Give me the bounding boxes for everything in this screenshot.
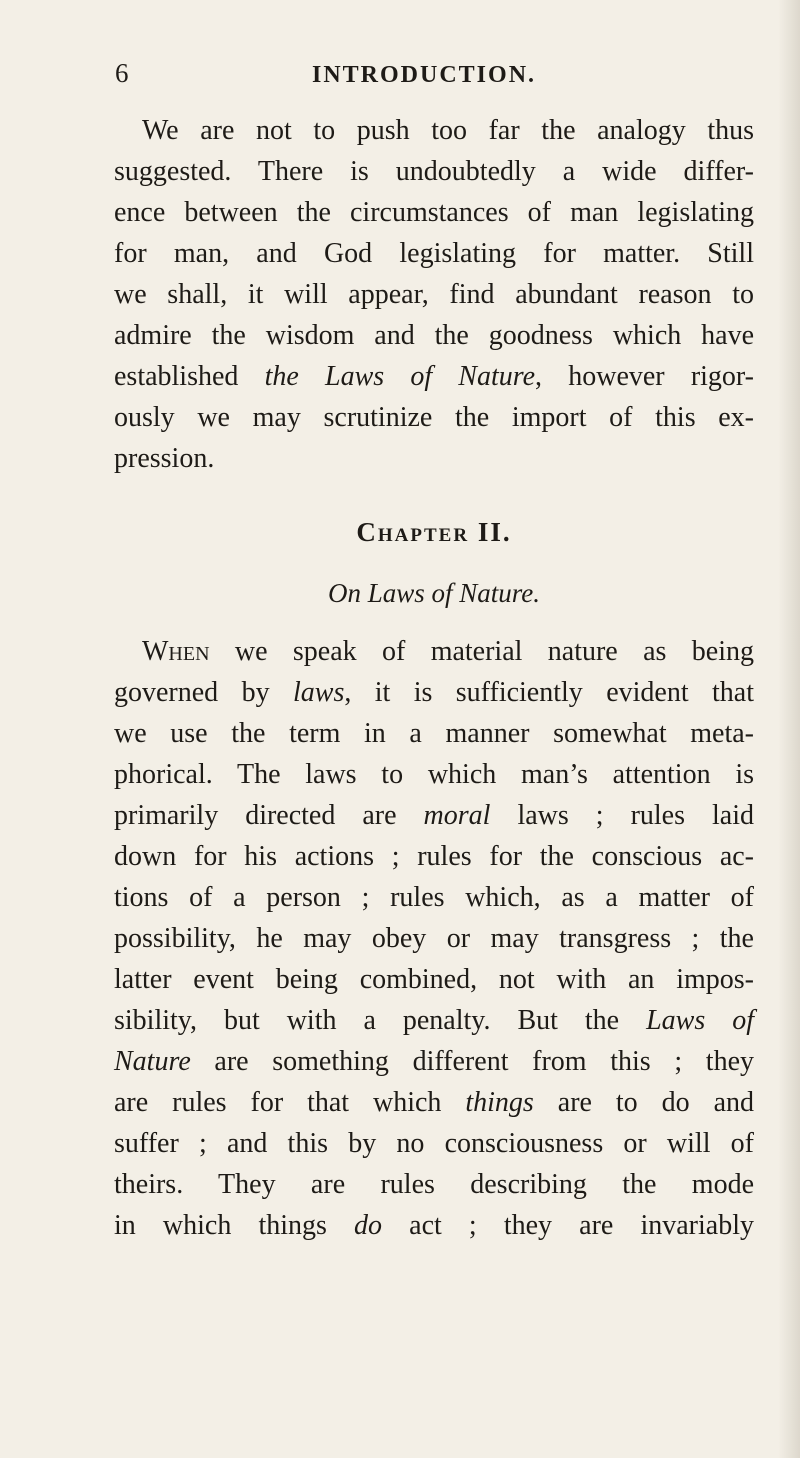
italic-phrase: Laws of (646, 1005, 754, 1036)
text-line: for man, and God legislating for matter. Still (114, 238, 754, 269)
text-run: sibility, but with a penalty. But the (114, 1005, 647, 1036)
paragraph-2 (114, 631, 754, 1246)
text-run: are to do and (533, 1087, 754, 1118)
text-line: we shall, it will appear, find abundant reason to (114, 279, 754, 310)
running-head: INTRODUCTION. (312, 62, 537, 88)
chapter-title: Chapter II. (356, 517, 512, 547)
text-line (114, 1000, 754, 1041)
text-run: , it is sufficiently evident that (344, 677, 754, 708)
text-line: theirs. They are rules describing the mode (114, 1169, 754, 1200)
text-run: are something different from this ; they (190, 1046, 754, 1077)
small-caps-word: When (142, 636, 210, 667)
text-run: primarily directed are (114, 800, 424, 831)
chapter-subtitle: On Laws of Nature. (327, 578, 541, 608)
text-line (114, 356, 754, 397)
text-line: We are not to push too far the analogy thus (142, 115, 754, 146)
italic-word: do (354, 1210, 383, 1241)
page-number: 6 (115, 58, 129, 88)
text-line (114, 1082, 754, 1123)
text-run: governed by (114, 677, 293, 708)
paragraph-1 (114, 110, 754, 479)
text-line (114, 1041, 754, 1082)
text-run: in which things (114, 1210, 355, 1241)
text-line (114, 631, 754, 672)
text-run: , however rigor- (535, 361, 755, 392)
text-line: ence between the circumstances of man legislating (114, 197, 754, 228)
text-line: suffer ; and this by no consciousness or will of (114, 1128, 754, 1159)
page-edge-shadow (778, 0, 800, 1458)
text-line: ously we may scrutinize the import of this ex- (114, 402, 754, 433)
text-line: we use the term in a manner somewhat meta- (114, 718, 754, 749)
italic-phrase: the Laws of Nature (264, 361, 536, 392)
text-run: are rules for that which (114, 1087, 466, 1118)
text-line: pression. (114, 443, 215, 474)
text-line: tions of a person ; rules which, as a matter of (114, 882, 754, 913)
text-block (114, 110, 754, 1246)
text-line (114, 1205, 754, 1246)
italic-word: things (465, 1087, 534, 1118)
text-run: laws ; rules laid (490, 800, 754, 831)
italic-word: Nature (114, 1046, 191, 1077)
text-line: phorical. The laws to which man’s attention is (114, 759, 754, 790)
italic-word: laws (292, 677, 345, 708)
text-run: act ; they are invariably (382, 1210, 754, 1241)
text-line: latter event being combined, not with an impos- (114, 964, 754, 995)
italic-word: moral (423, 800, 491, 831)
text-run: established (114, 361, 265, 392)
text-run: we speak of material nature as being (209, 636, 754, 667)
text-line: admire the wisdom and the goodness which have (114, 320, 754, 351)
page-header (0, 58, 800, 98)
text-line: suggested. There is undoubtedly a wide differ- (114, 156, 754, 187)
text-line: down for his actions ; rules for the conscious ac- (114, 841, 754, 872)
text-line: possibility, he may obey or may transgress ; the (114, 923, 754, 954)
text-line (114, 795, 754, 836)
text-line (114, 672, 754, 713)
